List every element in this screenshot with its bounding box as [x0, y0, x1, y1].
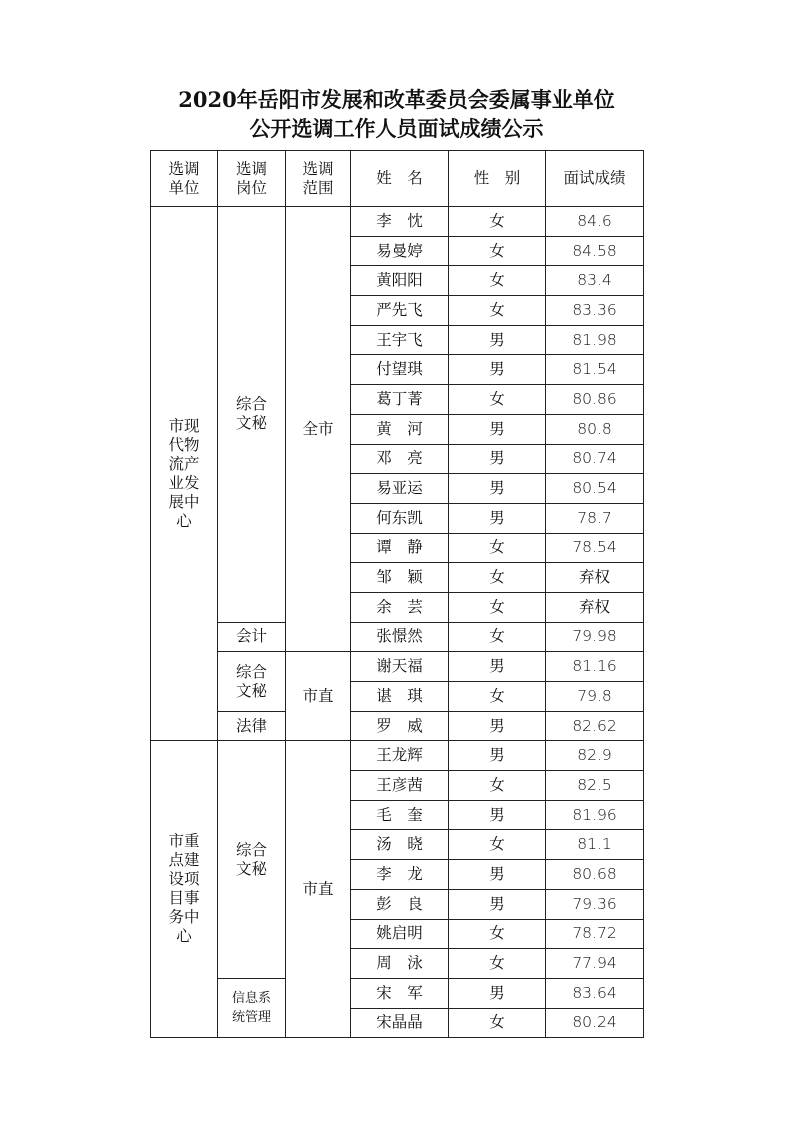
- score-cell: 79.8: [546, 682, 644, 712]
- gender-cell: 女: [449, 533, 546, 563]
- name-cell: 李 龙: [351, 860, 449, 890]
- score-cell: 81.98: [546, 325, 644, 355]
- title-line-2: 公开选调工作人员面试成绩公示: [249, 116, 544, 141]
- gender-cell: 男: [449, 652, 546, 682]
- gender-cell: 女: [449, 830, 546, 860]
- gender-cell: 男: [449, 474, 546, 504]
- name-cell: 谌 琪: [351, 682, 449, 712]
- name-cell: 余 芸: [351, 592, 449, 622]
- gender-cell: 男: [449, 414, 546, 444]
- gender-cell: 女: [449, 592, 546, 622]
- gender-cell: 女: [449, 207, 546, 237]
- post-cell: 法律: [218, 711, 286, 741]
- header-cell: 选调范围: [286, 151, 351, 207]
- table-row: [151, 207, 644, 237]
- results-table: [150, 150, 644, 1038]
- title-line-1: 2020年岳阳市发展和改革委员会委属事业单位: [178, 87, 615, 112]
- score-cell: 82.62: [546, 711, 644, 741]
- gender-cell: 女: [449, 296, 546, 326]
- gender-cell: 男: [449, 503, 546, 533]
- name-cell: 姚启明: [351, 919, 449, 949]
- name-cell: 谭 静: [351, 533, 449, 563]
- name-cell: 王宇飞: [351, 325, 449, 355]
- gender-cell: 女: [449, 1008, 546, 1038]
- name-cell: 王龙辉: [351, 741, 449, 771]
- name-cell: 黄 河: [351, 414, 449, 444]
- name-cell: 彭 良: [351, 889, 449, 919]
- score-cell: 弃权: [546, 592, 644, 622]
- score-cell: 80.86: [546, 385, 644, 415]
- score-cell: 81.1: [546, 830, 644, 860]
- header-cell: 选调岗位: [218, 151, 286, 207]
- score-cell: 78.7: [546, 503, 644, 533]
- score-cell: 84.6: [546, 207, 644, 237]
- name-cell: 李 忱: [351, 207, 449, 237]
- gender-cell: 男: [449, 889, 546, 919]
- name-cell: 汤 晓: [351, 830, 449, 860]
- header-cell: 姓 名: [351, 151, 449, 207]
- unit-cell: 市现代物流产业发展中心: [151, 207, 218, 741]
- table-row: [151, 652, 644, 682]
- post-cell: 信息系统管理: [218, 978, 286, 1037]
- name-cell: 张憬然: [351, 622, 449, 652]
- name-cell: 谢天福: [351, 652, 449, 682]
- score-cell: 80.8: [546, 414, 644, 444]
- score-cell: 82.9: [546, 741, 644, 771]
- scope-cell: 市直: [286, 741, 351, 1038]
- gender-cell: 男: [449, 711, 546, 741]
- scope-cell: 市直: [286, 652, 351, 741]
- gender-cell: 女: [449, 236, 546, 266]
- table-row: [151, 622, 644, 652]
- score-cell: 81.54: [546, 355, 644, 385]
- post-cell: 会计: [218, 622, 286, 652]
- name-cell: 葛丁菁: [351, 385, 449, 415]
- score-cell: 82.5: [546, 771, 644, 801]
- score-cell: 78.72: [546, 919, 644, 949]
- name-cell: 易曼婷: [351, 236, 449, 266]
- gender-cell: 男: [449, 325, 546, 355]
- name-cell: 王彦茜: [351, 771, 449, 801]
- gender-cell: 男: [449, 800, 546, 830]
- name-cell: 毛 奎: [351, 800, 449, 830]
- post-cell: 综合文秘: [218, 207, 286, 623]
- score-cell: 79.36: [546, 889, 644, 919]
- score-cell: 弃权: [546, 563, 644, 593]
- score-cell: 83.64: [546, 978, 644, 1008]
- table-row: [151, 711, 644, 741]
- name-cell: 邓 亮: [351, 444, 449, 474]
- name-cell: 罗 威: [351, 711, 449, 741]
- gender-cell: 女: [449, 622, 546, 652]
- gender-cell: 男: [449, 860, 546, 890]
- scope-cell: 全市: [286, 207, 351, 652]
- table-row: [151, 978, 644, 1008]
- post-cell: 综合文秘: [218, 741, 286, 979]
- gender-cell: 女: [449, 919, 546, 949]
- gender-cell: 女: [449, 266, 546, 296]
- score-cell: 80.54: [546, 474, 644, 504]
- score-cell: 80.68: [546, 860, 644, 890]
- score-cell: 79.98: [546, 622, 644, 652]
- header-cell: 面试成绩: [546, 151, 644, 207]
- score-cell: 84.58: [546, 236, 644, 266]
- name-cell: 黄阳阳: [351, 266, 449, 296]
- name-cell: 邹 颖: [351, 563, 449, 593]
- post-cell: 综合文秘: [218, 652, 286, 711]
- gender-cell: 男: [449, 355, 546, 385]
- score-cell: 80.74: [546, 444, 644, 474]
- gender-cell: 男: [449, 741, 546, 771]
- name-cell: 宋 军: [351, 978, 449, 1008]
- gender-cell: 男: [449, 978, 546, 1008]
- gender-cell: 女: [449, 771, 546, 801]
- gender-cell: 女: [449, 563, 546, 593]
- score-cell: 80.24: [546, 1008, 644, 1038]
- name-cell: 宋晶晶: [351, 1008, 449, 1038]
- name-cell: 付望琪: [351, 355, 449, 385]
- name-cell: 严先飞: [351, 296, 449, 326]
- gender-cell: 女: [449, 682, 546, 712]
- table-row: [151, 741, 644, 771]
- unit-cell: 市重点建设项目事务中心: [151, 741, 218, 1038]
- name-cell: 何东凯: [351, 503, 449, 533]
- name-cell: 周 泳: [351, 949, 449, 979]
- score-cell: 78.54: [546, 533, 644, 563]
- gender-cell: 女: [449, 949, 546, 979]
- score-cell: 81.16: [546, 652, 644, 682]
- score-cell: 83.36: [546, 296, 644, 326]
- name-cell: 易亚运: [351, 474, 449, 504]
- gender-cell: 男: [449, 444, 546, 474]
- gender-cell: 女: [449, 385, 546, 415]
- score-cell: 81.96: [546, 800, 644, 830]
- score-cell: 83.4: [546, 266, 644, 296]
- header-cell: 性 别: [449, 151, 546, 207]
- score-cell: 77.94: [546, 949, 644, 979]
- header-cell: 选调单位: [151, 151, 218, 207]
